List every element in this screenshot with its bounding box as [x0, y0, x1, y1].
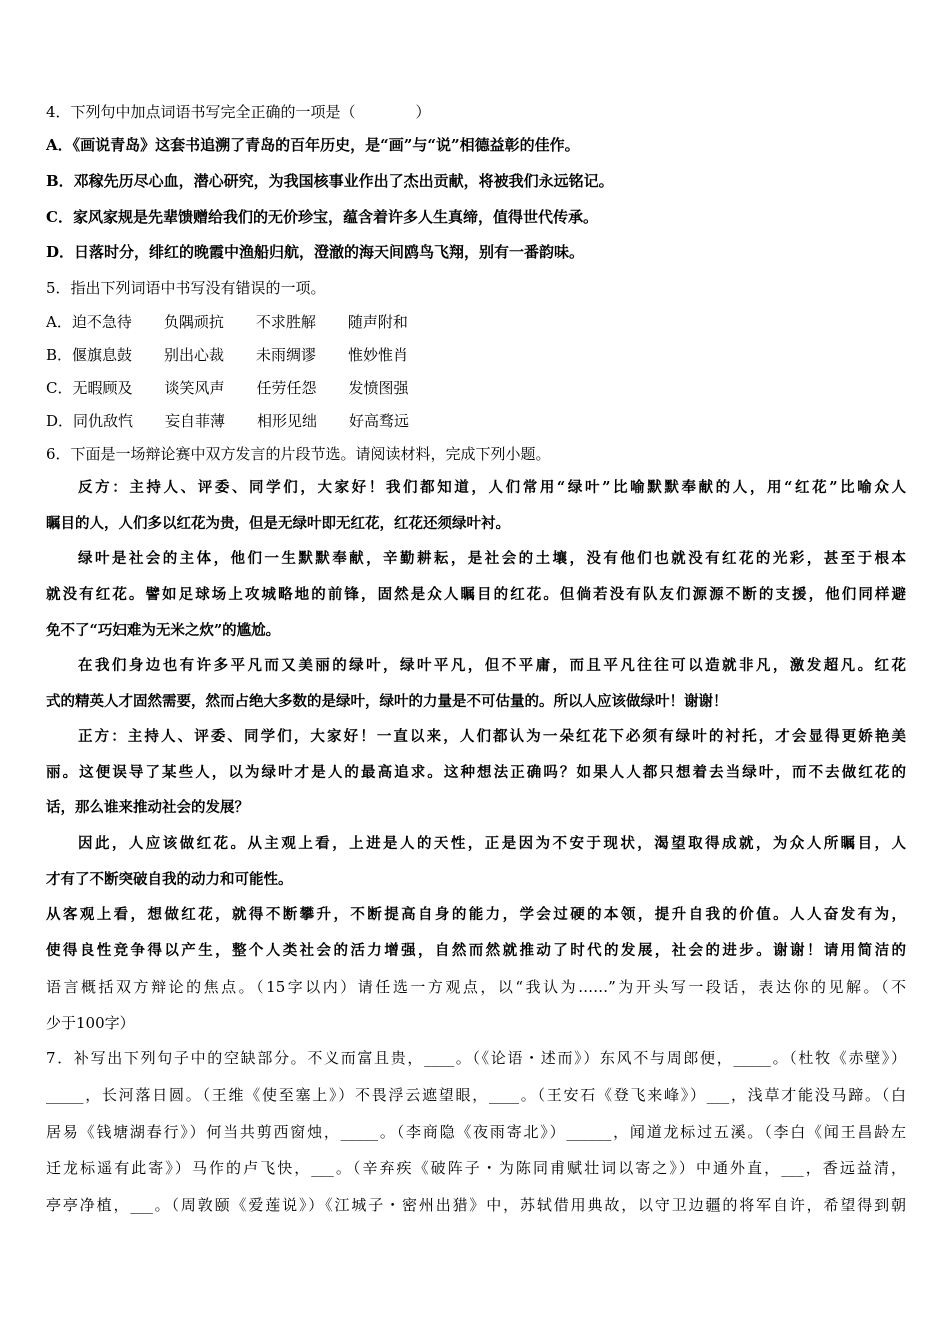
word: 发愤图强: [348, 379, 409, 397]
passage-line: 使得良性竞争得以产生，整个人类社会的活力增强，自然而然就推动了时代的发展，社会的进步。谢谢！请用简洁的: [46, 942, 906, 959]
word: 无暇顾及: [72, 379, 133, 397]
q6-question-line: 少于100字）: [46, 1014, 135, 1032]
word: 好高骛远: [349, 412, 410, 430]
word: 未雨绸谬: [256, 346, 317, 364]
passage-line: 在我们身边也有许多平凡而又美丽的绿叶，绿叶平凡，但不平庸，而且平凡往往可以造就非凡，激发超凡。红花: [78, 657, 906, 674]
q4-option-c: C．家风家规是先辈馈赠给我们的无价珍宝，蕴含着许多人生真缔，值得世代传承。: [46, 208, 598, 226]
word: 任劳任怨: [256, 379, 317, 397]
q5-option-c: [46, 378, 440, 398]
option-label: A．: [46, 313, 72, 331]
option-label: C．: [46, 379, 73, 397]
q7-line: 迁龙标遥有此寄》）马作的卢飞快，___。（辛弃疾《破阵子・为陈同甫赋壮词以寄之》）中通外直，___，香远益清，: [46, 1159, 906, 1177]
q4-option-a: A．《画说青岛》这套书追溯了青岛的百年历史，是“画”与“说”相德益彰的佳作。: [46, 136, 580, 154]
q5-stem: 5．指出下列词语中书写没有错误的一项。: [46, 279, 326, 297]
word: 负隅顽抗: [163, 313, 224, 331]
q4-stem: 4．下列句中加点词语书写完全正确的一项是（ ）: [46, 103, 431, 121]
q5-option-d: [46, 411, 441, 431]
word: 别出心裁: [164, 346, 225, 364]
passage-line: 才有了不断突破自我的动力和可能性。: [46, 871, 293, 888]
passage-line: 丽。这便误导了某些人，以为绿叶才是人的最高追求。这种想法正确吗？如果人人都只想着去当绿叶，而不去做红花的: [46, 764, 906, 781]
q5-option-a: [46, 312, 440, 332]
word: 不求胜解: [255, 313, 316, 331]
word: 谈笑风声: [164, 379, 225, 397]
passage-line: 就没有红花。譬如足球场上攻城略地的前锋，固然是众人瞩目的红花。但倘若没有队友们源源不断的支援，他们同样避: [46, 586, 906, 603]
passage-line: 免不了“巧妇难为无米之炊”的尴尬。: [46, 622, 281, 639]
word: 惟妙惟肖: [348, 346, 409, 364]
word: 偃旗息鼓: [72, 346, 133, 364]
passage-line: 反方：主持人、评委、同学们，大家好！我们都知道，人们常用“绿叶”比喻默默奉献的人，用“红花”比喻众人: [78, 479, 906, 496]
passage-line: 式的精英人才固然需要，然而占绝大多数的是绿叶，绿叶的力量是不可估量的。所以人应该做绿叶！谢谢！: [46, 693, 728, 710]
q7-line: _____，长河落日圆。（王维《使至塞上》）不畏浮云遮望眼，____。（王安石《登飞来峰》）___，浅草才能没马蹄。（白: [46, 1086, 906, 1104]
q5-option-b: [46, 345, 440, 365]
passage-line: 从客观上看，想做红花，就得不断攀升，不断提高自身的能力，学会过硬的本领，提升自我的价值。人人奋发有为，: [46, 906, 906, 923]
passage-line: 瞩目的人，人们多以红花为贵，但是无绿叶即无红花，红花还须绿叶衬。: [46, 515, 510, 532]
word: 随声附和: [347, 313, 408, 331]
option-label: B．: [46, 346, 73, 364]
passage-line: 绿叶是社会的主体，他们一生默默奉献，辛勤耕耘，是社会的土壤，没有他们也就没有红花的光彩，甚至于根本: [78, 550, 906, 567]
passage-line: 正方：主持人、评委、同学们，大家好！一直以来，人们都认为一朵红花下必须有绿叶的衬托，才会显得更娇艳美: [78, 728, 906, 745]
word: 迫不急待: [71, 313, 132, 331]
q7-line: 居易《钱塘湖春行》）何当共剪西窗烛，_____。（李商隐《夜雨寄北》）______，闻道龙标过五溪。（李白《闻王昌龄左: [46, 1123, 906, 1141]
q4-option-d: D．日落时分，绯红的晚霞中渔船归航，澄澈的海天间鸥鸟飞翔，别有一番韵味。: [46, 243, 585, 261]
q7-line: 亭亭净植，___。（周敦颐《爱莲说》）《江城子・密州出猎》中，苏轼借用典故，以守卫边疆的将军自许，希望得到朝: [46, 1196, 906, 1214]
word: 同仇敌忾: [73, 412, 134, 430]
word: 相形见绌: [257, 412, 318, 430]
q6-stem: 6．下面是一场辩论赛中双方发言的片段节选。请阅读材料，完成下列小题。: [46, 445, 551, 463]
q7-line: 7．补写出下列句子中的空缺部分。不义而富且贵，____。（《论语・述而》）东风不与周郎便，_____。（杜牧《赤壁》）: [46, 1049, 906, 1067]
passage-line: 话，那么谁来推动社会的发展？: [46, 799, 249, 816]
q4-option-b: B．邓稼先历尽心血，潜心研究，为我国核事业作出了杰出贡献，将被我们永远铭记。: [46, 172, 614, 190]
option-label: D．: [46, 412, 74, 430]
passage-line: 因此，人应该做红花。从主观上看，上进是人的天性，正是因为不安于现状，渴望取得成就，为众人所瞩目，人: [78, 835, 906, 852]
q6-question-line: 语言概括双方辩论的焦点。（15字以内）请任选一方观点，以“我认为……”为开头写一段话，表达你的见解。（不: [46, 978, 906, 996]
word: 妄自菲薄: [165, 412, 226, 430]
